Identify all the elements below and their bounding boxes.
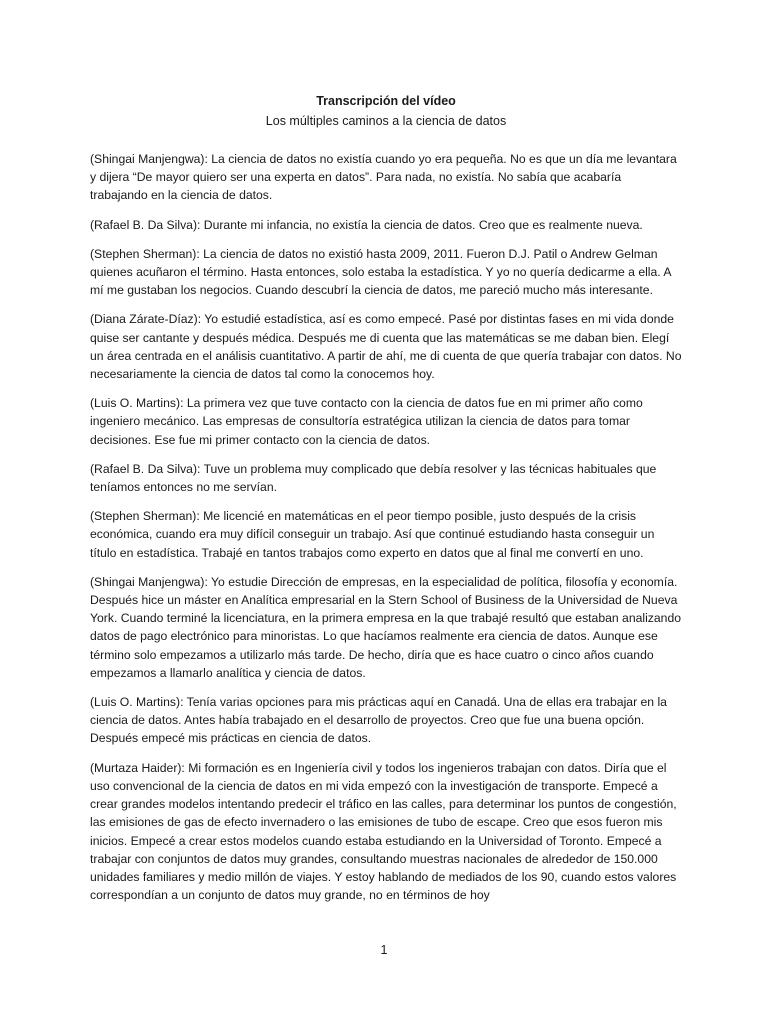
document-title: Transcripción del vídeo (316, 94, 456, 108)
transcript-paragraph: (Diana Zárate-Díaz): Yo estudié estadística, así es como empecé. Pasé por distintas fases en mi vida donde quise ser cantante y después médica. Después me di cuenta que las matemáticas se me daban bien. Elegí un área centrada en el análisis cuantitativo. A partir de ahí, me di cuenta de que quería trabajar con datos. No necesariamente la ciencia de datos tal como la conocemos hoy. (90, 312, 682, 382)
document-subtitle: Los múltiples caminos a la ciencia de datos (265, 114, 507, 128)
transcript-paragraph: (Luis O. Martins): La primera vez que tuve contacto con la ciencia de datos fue en mi primer año como ingeniero mecánico. Las empresas de consultoría estratégica utilizan la ciencia de datos para tomar decisiones. Ese fue mi primer contacto con la ciencia de datos. (90, 396, 643, 447)
transcript-paragraph: (Luis O. Martins): Tenía varias opciones para mis prácticas aquí en Canadá. Una de ellas era trabajar en la ciencia de datos. Antes había trabajado en el desarrollo de proyectos. Creo que fue una buena opción. Después empecé mis prácticas en ciencia de datos. (90, 695, 667, 746)
transcript-paragraph: (Shingai Manjengwa): Yo estudie Dirección de empresas, en la especialidad de política, filosofía y economía. Después hice un máster en Analítica empresarial en la Stern School of Business de la Universidad de Nueva York. Cuando terminé la licenciatura, en la primera empresa en la que trabajé resultó que estaban analizando datos de pago electrónico para minoristas. Lo que hacíamos realmente era ciencia de datos. Aunque ese término solo empezamos a utilizarlo más tarde. De hecho, diría que es hace cuatro o cinco años cuando empezamos a llamarlo analítica y ciencia de datos. (90, 574, 682, 680)
transcript-paragraph: (Rafael B. Da Silva): Durante mi infancia, no existía la ciencia de datos. Creo que es realmente nueva. (90, 217, 643, 232)
transcript-paragraph: (Stephen Sherman): La ciencia de datos no existió hasta 2009, 2011. Fueron D.J. Patil o Andrew Gelman quienes acuñaron el término. Hasta entonces, solo estaba la estadística. Y yo no quería dedicarme a ella. A mí me gustaban los negocios. Cuando descubrí la ciencia de datos, me pareció mucho más interesante. (90, 246, 671, 298)
document-content (90, 92, 682, 915)
page-number: 1 (380, 943, 388, 957)
transcript-paragraph: (Shingai Manjengwa): La ciencia de datos no existía cuando yo era pequeña. No es que un día me levantara y dijera “De mayor quiero ser una experta en datos”. Para nada, no existía. No sabía que acabaría trabajando en la ciencia de datos. (90, 152, 677, 203)
transcript-paragraph: (Rafael B. Da Silva): Tuve un problema muy complicado que debía resolver y las técnicas habituales que teníamos entonces no me servían. (90, 461, 657, 495)
transcript-paragraph: (Murtaza Haider): Mi formación es en Ingeniería civil y todos los ingenieros trabajan con datos. Diría que el uso convencional de la ciencia de datos en mi vida empezó con la investigación de transporte. Empecé a crear grandes modelos intentando predecir el tráfico en las calles, para determinar los puntos de congestión, las emisiones de gas de efecto invernadero o las emisiones de tubo de escape. Creo que esos fueron mis inicios. Empecé a crear estos modelos cuando estaba estudiando en la Universidad of Toronto. Empecé a trabajar con conjuntos de datos muy grandes, consultando muestras nacionales de alrededor de 150.000 unidades familiares y medio millón de viajes. Y estoy hablando de mediados de los 90, cuando estos valores correspondían a un conjunto de datos muy grande, no en términos de hoy (90, 760, 677, 903)
transcript-paragraph: (Stephen Sherman): Me licencié en matemáticas en el peor tiempo posible, justo después de la crisis económica, cuando era muy difícil conseguir un trabajo. Así que continué estudiando hasta conseguir un título en estadística. Trabajé en tantos trabajos como experto en datos que al final me convertí en uno. (90, 509, 655, 560)
